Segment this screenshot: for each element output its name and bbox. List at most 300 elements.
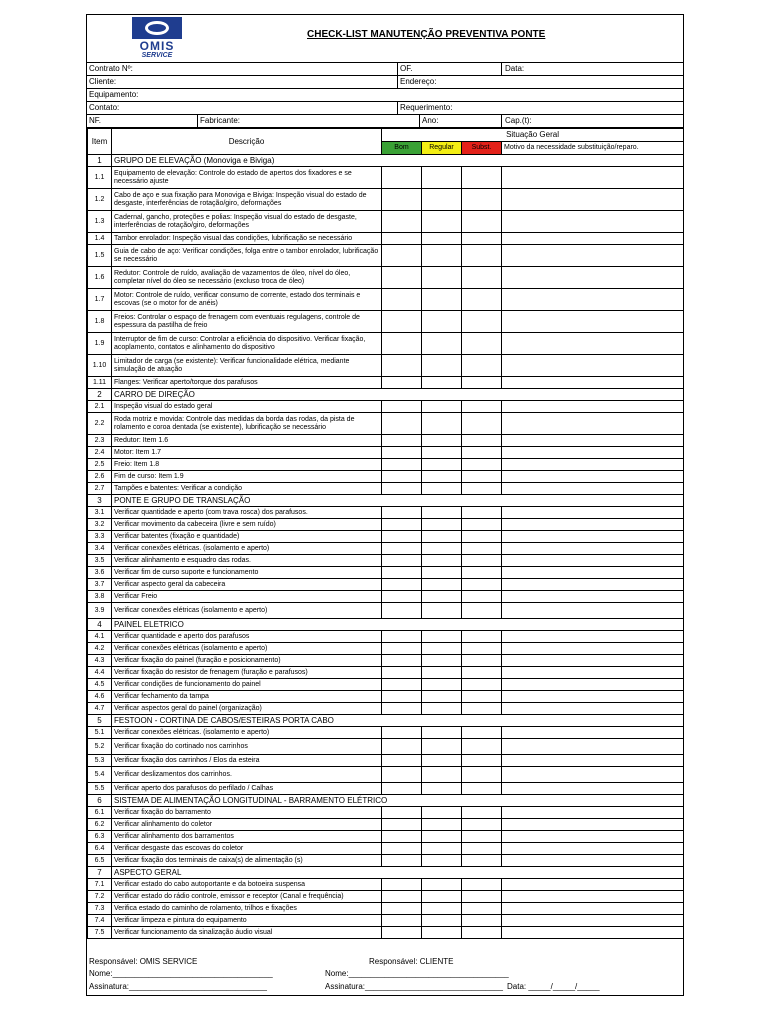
subst-check-cell[interactable] — [462, 471, 502, 483]
status-subst-header: Subst. — [462, 142, 502, 155]
bom-check-cell[interactable] — [382, 891, 422, 903]
nome-cliente-field[interactable]: Nome:____________________________________ — [325, 969, 509, 978]
bom-check-cell[interactable] — [382, 691, 422, 703]
logo-line1: OMIS — [139, 39, 175, 53]
item-number: 3.7 — [88, 579, 112, 591]
section-title: ASPECTO GERAL — [112, 867, 684, 879]
bom-check-cell[interactable] — [382, 631, 422, 643]
cliente-label: Cliente: — [89, 77, 117, 86]
checklist-row — [88, 447, 684, 459]
subst-check-cell[interactable] — [462, 819, 502, 831]
regular-check-cell[interactable] — [422, 879, 462, 891]
motivo-cell[interactable] — [502, 483, 684, 495]
item-number: 1.6 — [88, 267, 112, 289]
bom-check-cell[interactable] — [382, 333, 422, 355]
item-description: Motor: Controle de ruído, verificar consumo de corrente, estado dos terminais e escovas (se o motor for de anéis) — [112, 289, 382, 311]
status-regular-header: Regular — [422, 142, 462, 155]
item-description: Verificar alinhamento e esquadro das rodas. — [112, 555, 382, 567]
item-number: 1.8 — [88, 311, 112, 333]
item-number: 2.1 — [88, 401, 112, 413]
motivo-cell[interactable] — [502, 267, 684, 289]
subst-check-cell[interactable] — [462, 783, 502, 795]
subst-check-cell[interactable] — [462, 691, 502, 703]
checklist-row — [88, 915, 684, 927]
subst-check-cell[interactable] — [462, 579, 502, 591]
subst-check-cell[interactable] — [462, 739, 502, 755]
checklist-row — [88, 807, 684, 819]
subst-check-cell[interactable] — [462, 507, 502, 519]
subst-check-cell[interactable] — [462, 267, 502, 289]
subst-check-cell[interactable] — [462, 519, 502, 531]
bom-check-cell[interactable] — [382, 819, 422, 831]
bom-check-cell[interactable] — [382, 579, 422, 591]
subst-check-cell[interactable] — [462, 679, 502, 691]
item-description: Guia de cabo de aço: Verificar condições, folga entre o tambor enrolador, lubrificação se necessário — [112, 245, 382, 267]
data-field[interactable]: Data: _____/_____/_____ — [507, 982, 600, 991]
item-number: 7.5 — [88, 927, 112, 939]
checklist-row — [88, 401, 684, 413]
regular-check-cell[interactable] — [422, 591, 462, 603]
regular-check-cell[interactable] — [422, 233, 462, 245]
bom-check-cell[interactable] — [382, 355, 422, 377]
motivo-cell[interactable] — [502, 531, 684, 543]
regular-check-cell[interactable] — [422, 831, 462, 843]
item-number: 5.3 — [88, 755, 112, 767]
item-description: Motor: Item 1.7 — [112, 447, 382, 459]
item-number: 2.3 — [88, 435, 112, 447]
document-header — [87, 15, 683, 63]
bom-check-cell[interactable] — [382, 245, 422, 267]
item-number: 1.4 — [88, 233, 112, 245]
subst-check-cell[interactable] — [462, 401, 502, 413]
bom-check-cell[interactable] — [382, 401, 422, 413]
bom-check-cell[interactable] — [382, 679, 422, 691]
bom-check-cell[interactable] — [382, 643, 422, 655]
subst-check-cell[interactable] — [462, 655, 502, 667]
checklist-row — [88, 927, 684, 939]
regular-check-cell[interactable] — [422, 655, 462, 667]
subst-check-cell[interactable] — [462, 167, 502, 189]
checklist-row — [88, 233, 684, 245]
item-description: Verificar quantidade e aperto (com trava rosca) dos parafusos. — [112, 507, 382, 519]
item-number: 7.1 — [88, 879, 112, 891]
item-description: Redutor: Item 1.6 — [112, 435, 382, 447]
checklist-row — [88, 211, 684, 233]
regular-check-cell[interactable] — [422, 727, 462, 739]
regular-check-cell[interactable] — [422, 903, 462, 915]
assinatura-cliente-field[interactable]: Assinatura:_______________________________ — [325, 982, 503, 991]
item-number: 6.5 — [88, 855, 112, 867]
section-number: 2 — [88, 389, 112, 401]
bom-check-cell[interactable] — [382, 667, 422, 679]
checklist-row — [88, 567, 684, 579]
subst-check-cell[interactable] — [462, 703, 502, 715]
item-number: 7.3 — [88, 903, 112, 915]
omis-logo — [131, 17, 183, 60]
subst-check-cell[interactable] — [462, 333, 502, 355]
motivo-cell[interactable] — [502, 691, 684, 703]
motivo-cell[interactable] — [502, 233, 684, 245]
motivo-cell[interactable] — [502, 333, 684, 355]
bom-check-cell[interactable] — [382, 703, 422, 715]
motivo-cell[interactable] — [502, 903, 684, 915]
bom-check-cell[interactable] — [382, 755, 422, 767]
motivo-cell[interactable] — [502, 927, 684, 939]
regular-check-cell[interactable] — [422, 459, 462, 471]
motivo-cell[interactable] — [502, 807, 684, 819]
item-description: Verificar aspectos geral do painel (organização) — [112, 703, 382, 715]
regular-check-cell[interactable] — [422, 679, 462, 691]
item-description: Verificar batentes (fixação e quantidade) — [112, 531, 382, 543]
bom-check-cell[interactable] — [382, 879, 422, 891]
subst-check-cell[interactable] — [462, 531, 502, 543]
bom-check-cell[interactable] — [382, 267, 422, 289]
bom-check-cell[interactable] — [382, 543, 422, 555]
subst-check-cell[interactable] — [462, 767, 502, 783]
motivo-cell[interactable] — [502, 855, 684, 867]
motivo-cell[interactable] — [502, 447, 684, 459]
bom-check-cell[interactable] — [382, 233, 422, 245]
motivo-cell[interactable] — [502, 507, 684, 519]
subst-check-cell[interactable] — [462, 377, 502, 389]
section-number: 4 — [88, 619, 112, 631]
motivo-cell[interactable] — [502, 435, 684, 447]
bom-check-cell[interactable] — [382, 459, 422, 471]
regular-check-cell[interactable] — [422, 667, 462, 679]
checklist-row — [88, 831, 684, 843]
equipamento-label: Equipamento: — [89, 90, 139, 99]
motivo-cell[interactable] — [502, 891, 684, 903]
regular-check-cell[interactable] — [422, 631, 462, 643]
motivo-cell[interactable] — [502, 567, 684, 579]
regular-check-cell[interactable] — [422, 311, 462, 333]
motivo-cell[interactable] — [502, 915, 684, 927]
item-description: Verificar conexões elétricas (isolamento e aperto) — [112, 643, 382, 655]
motivo-cell[interactable] — [502, 401, 684, 413]
bom-check-cell[interactable] — [382, 507, 422, 519]
subst-check-cell[interactable] — [462, 591, 502, 603]
regular-check-cell[interactable] — [422, 855, 462, 867]
bom-check-cell[interactable] — [382, 413, 422, 435]
bom-check-cell[interactable] — [382, 655, 422, 667]
bom-check-cell[interactable] — [382, 555, 422, 567]
checklist-row — [88, 311, 684, 333]
bom-check-cell[interactable] — [382, 831, 422, 843]
bom-check-cell[interactable] — [382, 767, 422, 783]
item-description: Verificar aperto dos parafusos do perfilado / Calhas — [112, 783, 382, 795]
item-number: 1.11 — [88, 377, 112, 389]
subst-check-cell[interactable] — [462, 727, 502, 739]
regular-check-cell[interactable] — [422, 783, 462, 795]
motivo-cell[interactable] — [502, 189, 684, 211]
checklist-row — [88, 483, 684, 495]
bom-check-cell[interactable] — [382, 843, 422, 855]
item-description: Verificar fixação do resistor de frenagem (furação e parafusos) — [112, 667, 382, 679]
section-number: 1 — [88, 155, 112, 167]
subst-check-cell[interactable] — [462, 355, 502, 377]
checklist-row — [88, 333, 684, 355]
regular-check-cell[interactable] — [422, 401, 462, 413]
motivo-cell[interactable] — [502, 739, 684, 755]
bom-check-cell[interactable] — [382, 855, 422, 867]
item-description: Verificar fechamento da tampa — [112, 691, 382, 703]
item-number: 3.6 — [88, 567, 112, 579]
checklist-row — [88, 189, 684, 211]
checklist-row — [88, 691, 684, 703]
bom-check-cell[interactable] — [382, 567, 422, 579]
subst-check-cell[interactable] — [462, 807, 502, 819]
item-description: Verificar fixação do cortinado nos carrinhos — [112, 739, 382, 755]
regular-check-cell[interactable] — [422, 927, 462, 939]
motivo-cell[interactable] — [502, 355, 684, 377]
motivo-cell[interactable] — [502, 591, 684, 603]
subst-check-cell[interactable] — [462, 245, 502, 267]
subst-check-cell[interactable] — [462, 915, 502, 927]
item-number: 7.2 — [88, 891, 112, 903]
bom-check-cell[interactable] — [382, 531, 422, 543]
subst-check-cell[interactable] — [462, 459, 502, 471]
item-description: Verificar movimento da cabeceira (livre e sem ruído) — [112, 519, 382, 531]
data-label: Data: — [505, 64, 525, 73]
subst-check-cell[interactable] — [462, 927, 502, 939]
logo-line2: SERVICE — [141, 52, 173, 59]
motivo-cell[interactable] — [502, 519, 684, 531]
section-row — [88, 867, 684, 879]
item-number: 6.1 — [88, 807, 112, 819]
checklist-row — [88, 435, 684, 447]
regular-check-cell[interactable] — [422, 703, 462, 715]
regular-check-cell[interactable] — [422, 435, 462, 447]
motivo-cell[interactable] — [502, 755, 684, 767]
subst-check-cell[interactable] — [462, 843, 502, 855]
regular-check-cell[interactable] — [422, 289, 462, 311]
regular-check-cell[interactable] — [422, 767, 462, 783]
motivo-cell[interactable] — [502, 643, 684, 655]
motivo-cell[interactable] — [502, 767, 684, 783]
motivo-cell[interactable] — [502, 543, 684, 555]
motivo-cell[interactable] — [502, 667, 684, 679]
subst-check-cell[interactable] — [462, 435, 502, 447]
regular-check-cell[interactable] — [422, 211, 462, 233]
item-description: Limitador de carga (se existente): Verificar funcionalidade elétrica, mediante simulação de atuação — [112, 355, 382, 377]
regular-check-cell[interactable] — [422, 507, 462, 519]
regular-check-cell[interactable] — [422, 447, 462, 459]
checklist-row — [88, 783, 684, 795]
item-description: Freio: Item 1.8 — [112, 459, 382, 471]
bom-check-cell[interactable] — [382, 483, 422, 495]
bom-check-cell[interactable] — [382, 377, 422, 389]
regular-check-cell[interactable] — [422, 543, 462, 555]
item-number: 6.2 — [88, 819, 112, 831]
motivo-cell[interactable] — [502, 819, 684, 831]
item-number: 3.9 — [88, 603, 112, 619]
motivo-cell[interactable] — [502, 311, 684, 333]
subst-check-cell[interactable] — [462, 879, 502, 891]
subst-check-cell[interactable] — [462, 311, 502, 333]
motivo-cell[interactable] — [502, 879, 684, 891]
checklist-row — [88, 591, 684, 603]
section-number: 6 — [88, 795, 112, 807]
motivo-cell[interactable] — [502, 555, 684, 567]
motivo-cell[interactable] — [502, 377, 684, 389]
subst-check-cell[interactable] — [462, 447, 502, 459]
item-description: Verificar condições de funcionamento do painel — [112, 679, 382, 691]
motivo-cell[interactable] — [502, 679, 684, 691]
regular-check-cell[interactable] — [422, 891, 462, 903]
regular-check-cell[interactable] — [422, 819, 462, 831]
subst-check-cell[interactable] — [462, 643, 502, 655]
subst-check-cell[interactable] — [462, 555, 502, 567]
regular-check-cell[interactable] — [422, 413, 462, 435]
bom-check-cell[interactable] — [382, 447, 422, 459]
bom-check-cell[interactable] — [382, 435, 422, 447]
section-row — [88, 619, 684, 631]
item-description: Verificar limpeza e pintura do equipamento — [112, 915, 382, 927]
item-number: 3.1 — [88, 507, 112, 519]
bom-check-cell[interactable] — [382, 289, 422, 311]
item-description: Verificar fixação do painel (furação e posicionamento) — [112, 655, 382, 667]
subst-check-cell[interactable] — [462, 543, 502, 555]
subst-check-cell[interactable] — [462, 211, 502, 233]
checklist-row — [88, 267, 684, 289]
bom-check-cell[interactable] — [382, 167, 422, 189]
regular-check-cell[interactable] — [422, 567, 462, 579]
motivo-cell[interactable] — [502, 579, 684, 591]
motivo-cell[interactable] — [502, 245, 684, 267]
motivo-cell[interactable] — [502, 459, 684, 471]
motivo-cell[interactable] — [502, 843, 684, 855]
regular-check-cell[interactable] — [422, 643, 462, 655]
regular-check-cell[interactable] — [422, 807, 462, 819]
subst-check-cell[interactable] — [462, 755, 502, 767]
subst-check-cell[interactable] — [462, 567, 502, 579]
subst-check-cell[interactable] — [462, 289, 502, 311]
bom-check-cell[interactable] — [382, 739, 422, 755]
item-description: Verificar desgaste das escovas do coletor — [112, 843, 382, 855]
regular-check-cell[interactable] — [422, 843, 462, 855]
checklist-row — [88, 679, 684, 691]
bom-check-cell[interactable] — [382, 903, 422, 915]
subst-check-cell[interactable] — [462, 831, 502, 843]
motivo-cell[interactable] — [502, 167, 684, 189]
section-row — [88, 795, 684, 807]
checklist-row — [88, 891, 684, 903]
resp-cliente-label: Responsável: CLIENTE — [369, 957, 454, 966]
bom-check-cell[interactable] — [382, 783, 422, 795]
requerimento-label: Requerimento: — [400, 103, 453, 112]
regular-check-cell[interactable] — [422, 167, 462, 189]
page-title: CHECK-LIST MANUTENÇÃO PREVENTIVA PONTE — [307, 29, 546, 40]
subst-check-cell[interactable] — [462, 891, 502, 903]
checklist-row — [88, 603, 684, 619]
bom-check-cell[interactable] — [382, 603, 422, 619]
form-row-contrato — [87, 63, 683, 76]
subst-check-cell[interactable] — [462, 233, 502, 245]
subst-check-cell[interactable] — [462, 603, 502, 619]
bom-check-cell[interactable] — [382, 807, 422, 819]
ano-label: Ano: — [422, 116, 439, 125]
subst-check-cell[interactable] — [462, 483, 502, 495]
motivo-cell[interactable] — [502, 655, 684, 667]
regular-check-cell[interactable] — [422, 603, 462, 619]
item-description: Interruptor de fim de curso: Controlar a eficiência do dispositivo. Verificar fixação, acoplamento, contatos e alinhamento do dispositivo — [112, 333, 382, 355]
regular-check-cell[interactable] — [422, 555, 462, 567]
item-description: Verificar estado do cabo autoportante e da botoeira suspensa — [112, 879, 382, 891]
item-number: 5.5 — [88, 783, 112, 795]
bom-check-cell[interactable] — [382, 471, 422, 483]
regular-check-cell[interactable] — [422, 519, 462, 531]
item-description: Verificar aspecto geral da cabeceira — [112, 579, 382, 591]
checklist-row — [88, 507, 684, 519]
motivo-cell[interactable] — [502, 471, 684, 483]
regular-check-cell[interactable] — [422, 245, 462, 267]
subst-check-cell[interactable] — [462, 413, 502, 435]
bom-check-cell[interactable] — [382, 591, 422, 603]
subst-check-cell[interactable] — [462, 855, 502, 867]
subst-check-cell[interactable] — [462, 667, 502, 679]
regular-check-cell[interactable] — [422, 531, 462, 543]
motivo-cell[interactable] — [502, 631, 684, 643]
checklist-row — [88, 643, 684, 655]
bom-check-cell[interactable] — [382, 519, 422, 531]
regular-check-cell[interactable] — [422, 471, 462, 483]
motivo-cell[interactable] — [502, 783, 684, 795]
subst-check-cell[interactable] — [462, 189, 502, 211]
motivo-cell[interactable] — [502, 727, 684, 739]
item-description: Inspeção visual do estado geral — [112, 401, 382, 413]
regular-check-cell[interactable] — [422, 267, 462, 289]
regular-check-cell[interactable] — [422, 691, 462, 703]
item-number: 2.2 — [88, 413, 112, 435]
checklist-row — [88, 655, 684, 667]
motivo-cell[interactable] — [502, 831, 684, 843]
item-description: Tampões e batentes: Verificar a condição — [112, 483, 382, 495]
item-description: Verificar estado do rádio controle, emissor e receptor (Canal e frequência) — [112, 891, 382, 903]
regular-check-cell[interactable] — [422, 915, 462, 927]
regular-check-cell[interactable] — [422, 355, 462, 377]
checklist-row — [88, 755, 684, 767]
regular-check-cell[interactable] — [422, 755, 462, 767]
motivo-cell[interactable] — [502, 603, 684, 619]
item-number: 3.2 — [88, 519, 112, 531]
assinatura-omis-field[interactable]: Assinatura:_______________________________ — [89, 982, 267, 991]
nome-omis-field[interactable]: Nome:____________________________________ — [89, 969, 273, 978]
regular-check-cell[interactable] — [422, 189, 462, 211]
bom-check-cell[interactable] — [382, 927, 422, 939]
form-row-contato — [87, 102, 683, 115]
subst-check-cell[interactable] — [462, 903, 502, 915]
motivo-cell[interactable] — [502, 289, 684, 311]
motivo-cell[interactable] — [502, 211, 684, 233]
item-number: 3.4 — [88, 543, 112, 555]
item-number: 2.6 — [88, 471, 112, 483]
checklist-row — [88, 531, 684, 543]
bom-check-cell[interactable] — [382, 189, 422, 211]
motivo-cell[interactable] — [502, 413, 684, 435]
regular-check-cell[interactable] — [422, 579, 462, 591]
regular-check-cell[interactable] — [422, 739, 462, 755]
bom-check-cell[interactable] — [382, 915, 422, 927]
subst-check-cell[interactable] — [462, 631, 502, 643]
bom-check-cell[interactable] — [382, 311, 422, 333]
bom-check-cell[interactable] — [382, 727, 422, 739]
motivo-cell[interactable] — [502, 703, 684, 715]
regular-check-cell[interactable] — [422, 377, 462, 389]
regular-check-cell[interactable] — [422, 483, 462, 495]
bom-check-cell[interactable] — [382, 211, 422, 233]
item-description: Equipamento de elevação: Controle do estado de apertos dos fixadores e se necessário ajuste — [112, 167, 382, 189]
regular-check-cell[interactable] — [422, 333, 462, 355]
